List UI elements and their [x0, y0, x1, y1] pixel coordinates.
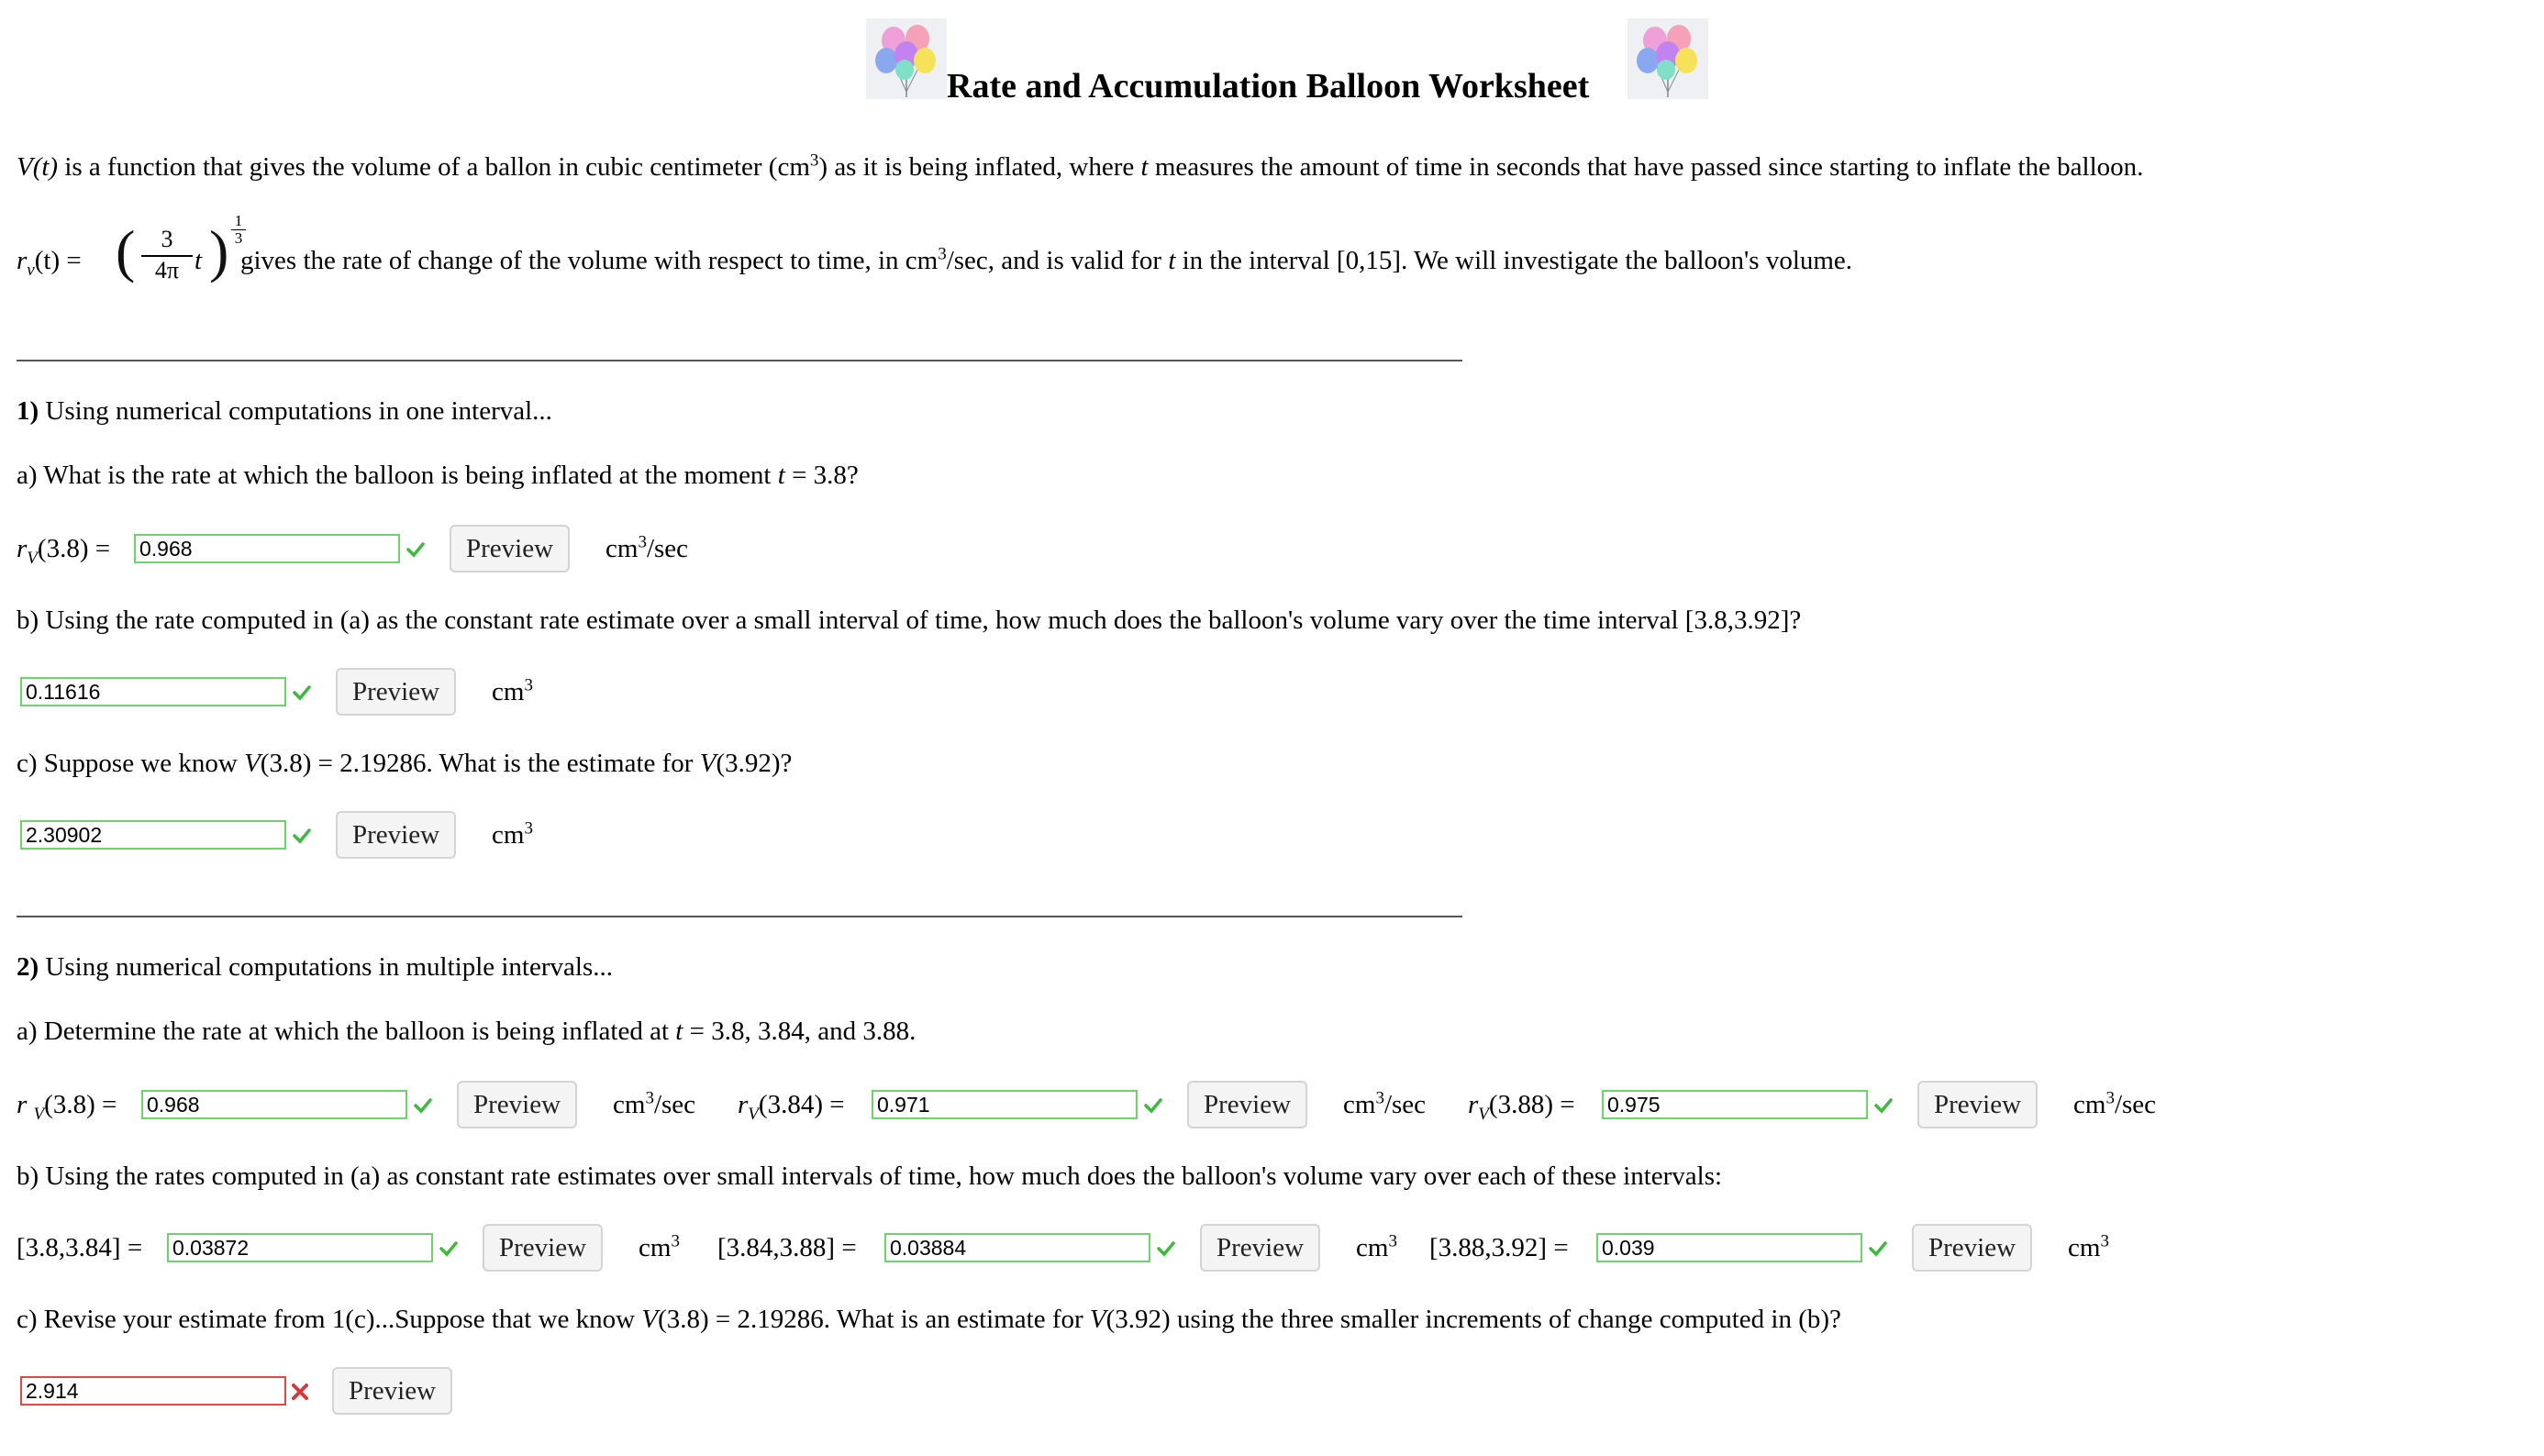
- check-icon: [405, 539, 426, 560]
- page-title: Rate and Accumulation Balloon Worksheet: [947, 67, 1590, 106]
- q2a-r3-units: $cm^3/\sec$: [2073, 1088, 2157, 1119]
- intro-text: V(t) is a function that gives the volume of a ballon in cubic centimeter $(cm^3)$ as it is being inflated, where t measures the amount of time in seconds that have passed since starting to inflate the balloon.: [17, 150, 2144, 182]
- q2b-i3-units: $cm^3$: [2068, 1231, 2109, 1262]
- q2-heading: 2) Using numerical computations in multiple intervals...: [17, 952, 613, 982]
- divider-1: [17, 360, 1462, 361]
- q1a-label: $r_V(3.8)$ =: [17, 534, 111, 568]
- balloons-icon-left: [866, 18, 947, 99]
- q1b-answer-input[interactable]: [20, 677, 286, 706]
- q1c-units: $cm^3$: [492, 818, 533, 850]
- q1a-preview-button[interactable]: Preview: [450, 525, 570, 572]
- check-icon: [413, 1095, 433, 1116]
- check-icon: [1156, 1239, 1176, 1259]
- check-icon: [439, 1239, 459, 1259]
- q1b-units: $cm^3$: [492, 675, 533, 706]
- balloons-icon-right: [1627, 18, 1708, 99]
- q2a-r3-preview-button[interactable]: Preview: [1917, 1081, 2038, 1128]
- check-icon: [1873, 1095, 1894, 1116]
- q2b-i1-input[interactable]: [167, 1233, 433, 1262]
- q2b-i2-units: $cm^3$: [1356, 1231, 1397, 1262]
- q2b-i3-preview-button[interactable]: Preview: [1912, 1224, 2032, 1272]
- q2b-i2-input[interactable]: [884, 1233, 1150, 1262]
- q2a-r1-units: $cm^3/\sec$: [613, 1088, 696, 1119]
- q2a-r3-label: $r_V(3.88)$ =: [1468, 1090, 1575, 1124]
- q2a-r2-units: $cm^3/\sec$: [1343, 1088, 1427, 1119]
- q1-heading: 1) Using numerical computations in one interval...: [17, 396, 552, 426]
- q2a-r2-input[interactable]: [872, 1090, 1138, 1119]
- q1a-units: $cm^3/\sec$: [605, 532, 689, 563]
- q2a-r1-preview-button[interactable]: Preview: [457, 1081, 577, 1128]
- q2c-answer-input[interactable]: [20, 1376, 286, 1406]
- q1c-preview-button[interactable]: Preview: [336, 811, 456, 859]
- q2a-r2-preview-button[interactable]: Preview: [1187, 1081, 1307, 1128]
- check-icon: [292, 826, 312, 846]
- q1a-answer-input[interactable]: [134, 534, 400, 563]
- q2a-r1-input[interactable]: [141, 1090, 407, 1119]
- q1c-answer-input[interactable]: [20, 820, 286, 850]
- q2b-text: b) Using the rates computed in (a) as constant rate estimates over small intervals of time, how much does the balloon's volume vary over each of these intervals:: [17, 1161, 1723, 1191]
- q1b-text: b) Using the rate computed in (a) as the constant rate estimate over a small interval of time, how much does the balloon's volume vary over the time interval [3.8,3.92]?: [17, 606, 1802, 635]
- q2b-i3-input[interactable]: [1596, 1233, 1862, 1262]
- divider-2: [17, 916, 1462, 917]
- q2c-preview-button[interactable]: Preview: [332, 1367, 452, 1415]
- q2b-i1-preview-button[interactable]: Preview: [483, 1224, 603, 1272]
- q2c-text: c) Revise your estimate from 1(c)...Suppose that we know V(3.8) = 2.19286. What is an estimate for V(3.92) using the three smaller increments of change computed in (b)?: [17, 1305, 1841, 1334]
- q2b-i1-units: $cm^3$: [639, 1231, 680, 1262]
- q2b-i2-preview-button[interactable]: Preview: [1200, 1224, 1320, 1272]
- q1a-text: a) What is the rate at which the balloon is being inflated at the moment t = 3.8?: [17, 461, 859, 490]
- q2a-text: a) Determine the rate at which the balloon is being inflated at t = 3.8, 3.84, and 3.88.: [17, 1017, 917, 1046]
- check-icon: [1868, 1239, 1888, 1259]
- q2b-i2-label: [3.84,3.88] =: [717, 1233, 857, 1262]
- cross-icon: [290, 1382, 310, 1402]
- q2b-i3-label: [3.88,3.92] =: [1429, 1233, 1569, 1262]
- q1b-preview-button[interactable]: Preview: [336, 668, 456, 716]
- q2a-r2-label: $r_V(3.84)$ =: [738, 1090, 845, 1124]
- q2a-r1-label: r $_V$(3.8) =: [17, 1090, 117, 1124]
- q2a-r3-input[interactable]: [1602, 1090, 1868, 1119]
- q2b-i1-label: [3.8,3.84] =: [17, 1233, 143, 1262]
- check-icon: [1143, 1095, 1163, 1116]
- check-icon: [292, 683, 312, 703]
- q1c-text: c) Suppose we know V(3.8) = 2.19286. What is the estimate for V(3.92)?: [17, 749, 793, 778]
